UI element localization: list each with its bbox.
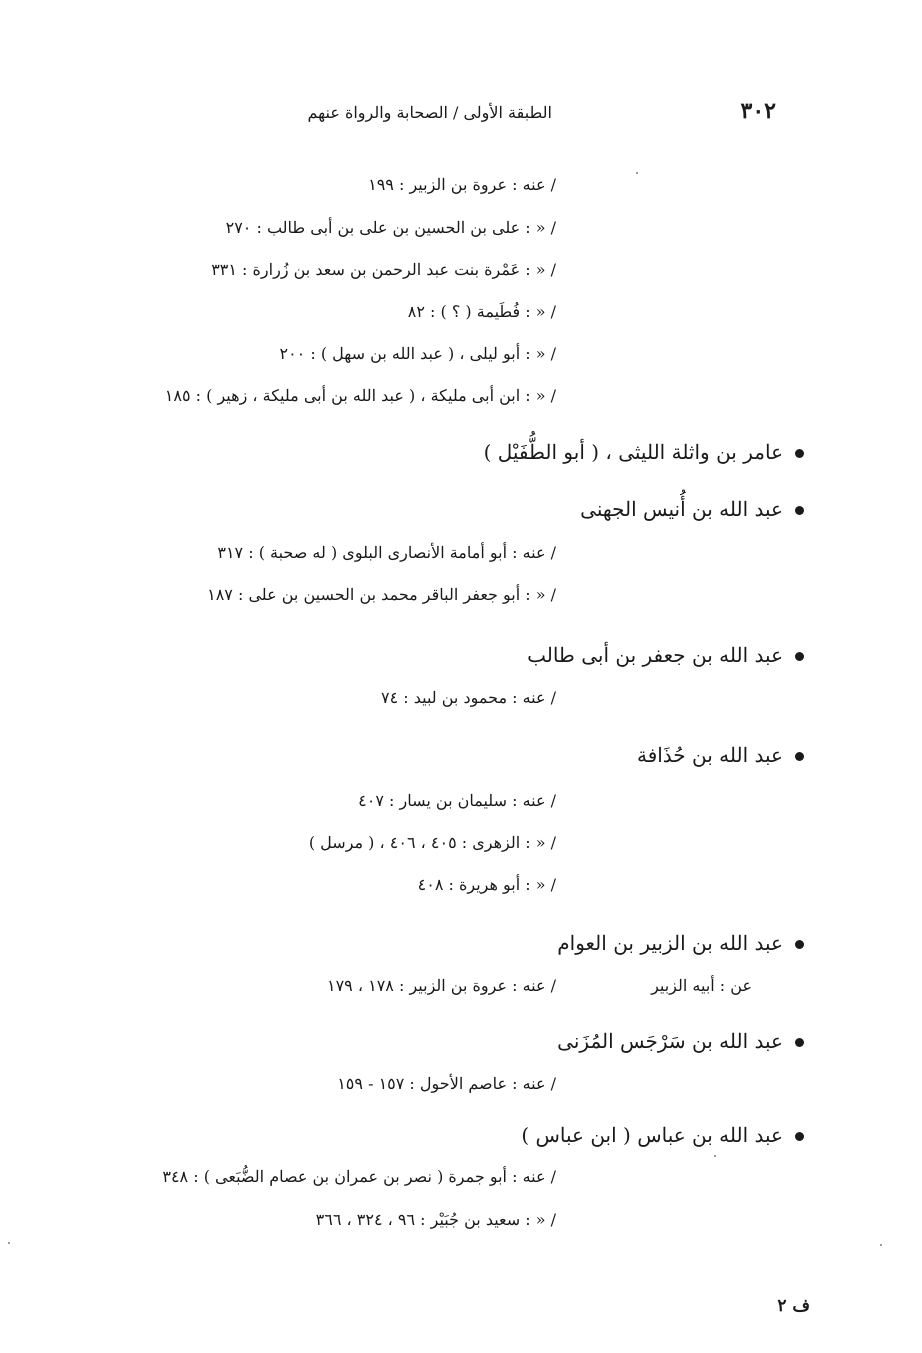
narrator-line: / « : أبو جعفر الباقر محمد بن الحسين بن على : ١٨٧ bbox=[207, 585, 556, 604]
narrator-line: / « : على بن الحسين بن على بن أبى طالب : ٢٧٠ bbox=[225, 218, 556, 237]
narrator-line: / عنه : أبو جمرة ( نصر بن عمران بن عصام الضُّبَعى ) : ٣٤٨ bbox=[162, 1167, 556, 1186]
bullet-icon bbox=[795, 940, 804, 949]
narrator-line: / عنه : عروة بن الزبير : ١٩٩ bbox=[368, 175, 556, 194]
from-note: عن : أبيه الزبير bbox=[651, 976, 752, 995]
entry-heading bbox=[521, 1122, 804, 1148]
entry-heading bbox=[484, 439, 804, 465]
entry-heading bbox=[557, 1028, 804, 1054]
entry-heading bbox=[557, 930, 804, 956]
entry-name: عبد الله بن أُنيس الجهنى bbox=[580, 497, 783, 521]
page-number: ٣٠٢ bbox=[740, 98, 776, 124]
scan-speck bbox=[636, 172, 638, 174]
narrator-line: / عنه : عروة بن الزبير : ١٧٨ ، ١٧٩ bbox=[326, 976, 556, 995]
bullet-icon bbox=[795, 506, 804, 515]
bullet-icon bbox=[795, 449, 804, 458]
narrator-line: / عنه : سليمان بن يسار : ٤٠٧ bbox=[358, 791, 556, 810]
narrator-line: / « : أبو ليلى ، ( عبد الله بن سهل ) : ٢٠٠ bbox=[279, 344, 556, 363]
narrator-line: / عنه : محمود بن لبيد : ٧٤ bbox=[380, 688, 556, 707]
entry-name: عبد الله بن الزبير بن العوام bbox=[557, 931, 783, 955]
signature-mark: ف ٢ bbox=[777, 1296, 810, 1316]
entry-name: عبد الله بن حُذَافة bbox=[636, 743, 783, 767]
entry-heading bbox=[637, 742, 804, 768]
narrator-line: / « : ابن أبى مليكة ، ( عبد الله بن أبى مليكة ، زهير ) : ١٨٥ bbox=[164, 386, 556, 405]
scan-speck bbox=[880, 1244, 882, 1246]
entry-name: عبد الله بن عباس ( ابن عباس ) bbox=[521, 1123, 783, 1147]
narrator-line: / « : أبو هريرة : ٤٠٨ bbox=[417, 875, 556, 894]
entry-heading bbox=[580, 496, 804, 522]
bullet-icon bbox=[795, 1038, 804, 1047]
running-header: الطبقة الأولى / الصحابة والرواة عنهم bbox=[307, 103, 552, 122]
narrator-line: / عنه : أبو أمامة الأنصارى البلوى ( له صحبة ) : ٣١٧ bbox=[217, 543, 556, 562]
narrator-line: / « : سعيد بن جُبَيْر : ٩٦ ، ٣٢٤ ، ٣٦٦ bbox=[315, 1210, 556, 1229]
scan-speck bbox=[714, 1155, 716, 1157]
bullet-icon bbox=[795, 652, 804, 661]
narrator-line: / « : عَمْرة بنت عبد الرحمن بن سعد بن زُرارة : ٣٣١ bbox=[211, 260, 556, 279]
bullet-icon bbox=[795, 752, 804, 761]
bullet-icon bbox=[795, 1132, 804, 1141]
entry-name: عامر بن واثلة الليثى ، ( أبو الطُّفَيْل ) bbox=[483, 440, 783, 464]
entry-name: عبد الله بن سَرْجَس المُزَنى bbox=[557, 1029, 783, 1053]
narrator-line: / « : الزهرى : ٤٠٥ ، ٤٠٦ ، ( مرسل ) bbox=[308, 833, 556, 852]
entry-heading bbox=[527, 642, 804, 668]
entry-name: عبد الله بن جعفر بن أبى طالب bbox=[527, 643, 783, 667]
narrator-line: / « : فُطَيمة ( ؟ ) : ٨٢ bbox=[407, 302, 556, 321]
scan-speck bbox=[8, 1242, 10, 1244]
narrator-line: / عنه : عاصم الأحول : ١٥٧ - ١٥٩ bbox=[337, 1074, 556, 1093]
